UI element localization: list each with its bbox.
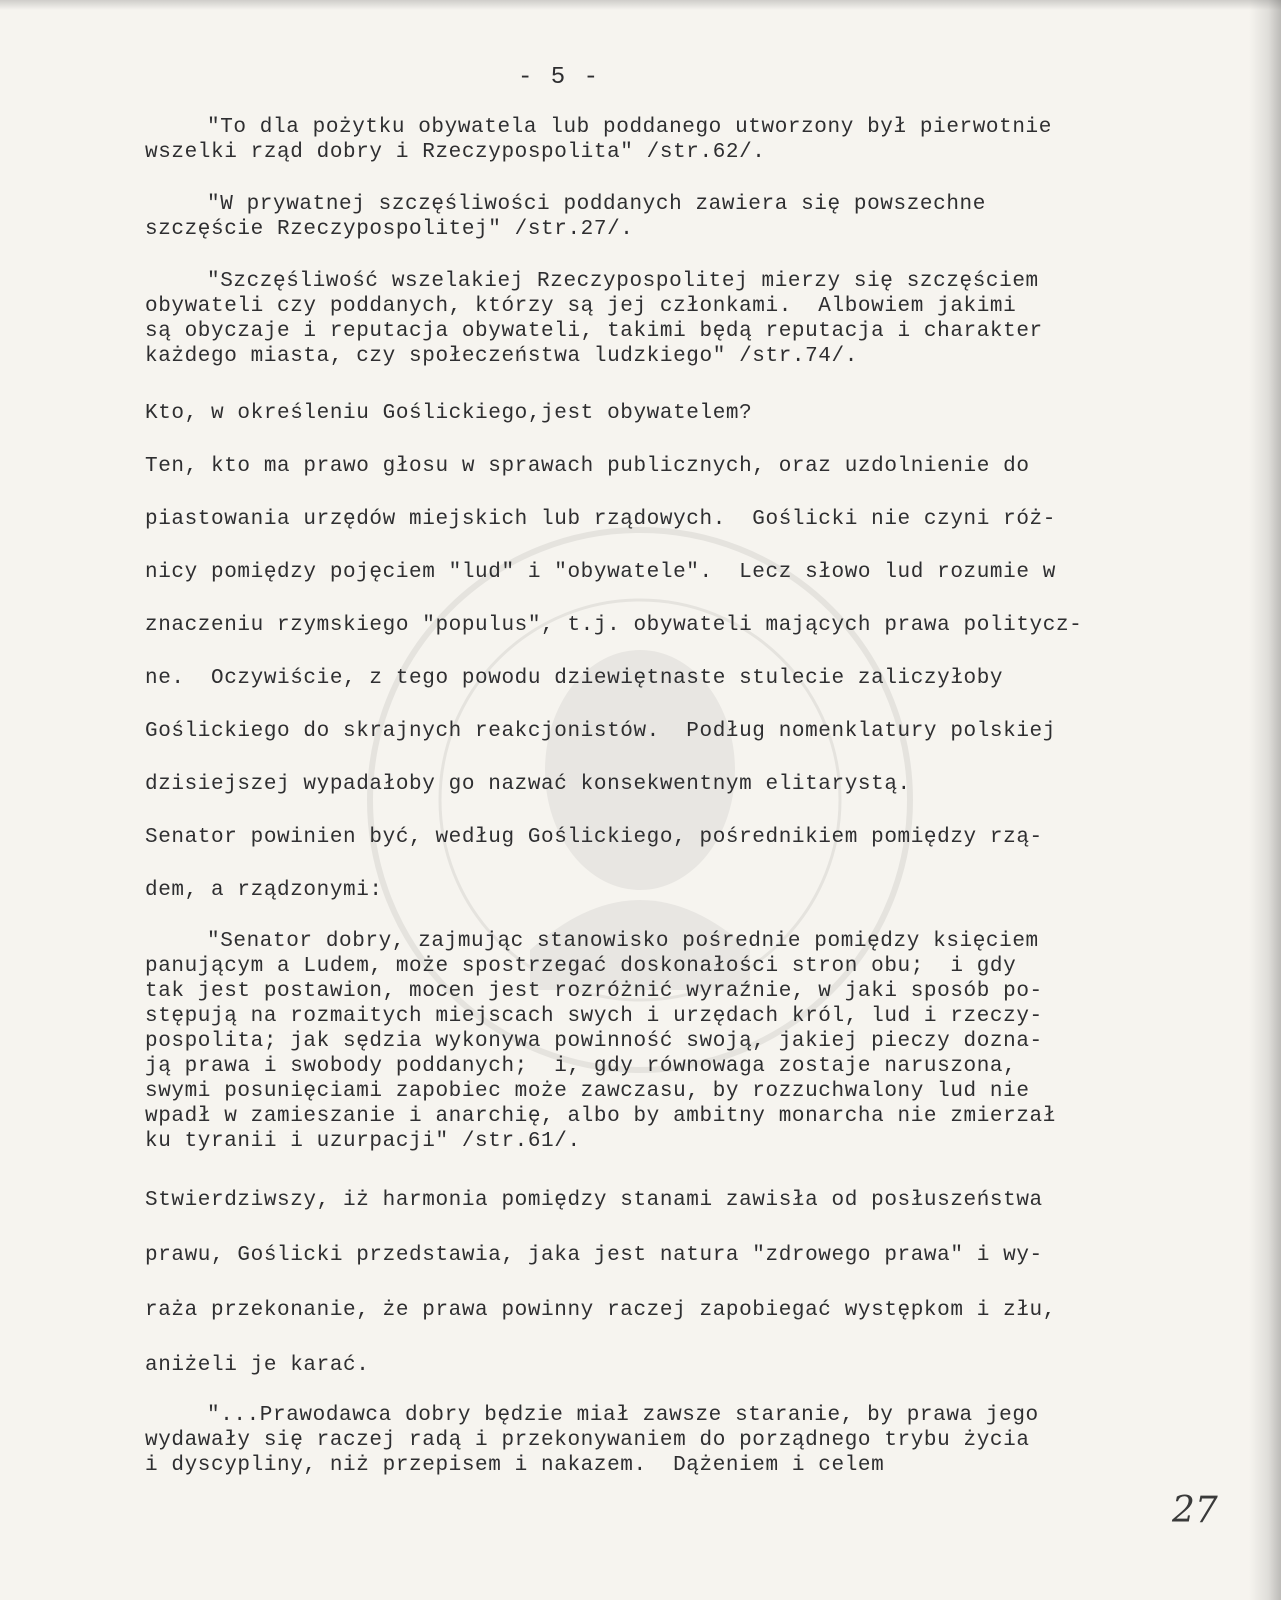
- quote-4-line-1: "Senator dobry, zajmując stanowisko pośrednie pomiędzy księciem: [207, 930, 1039, 953]
- quote-1-line-1: "To dla pożytku obywatela lub poddanego utworzony był pierwotnie: [207, 116, 1052, 139]
- paragraph-2-line-5: ne. Oczywiście, z tego powodu dziewiętnaste stulecie zaliczyłoby: [145, 667, 1004, 690]
- paragraph-4-line-1: Stwierdziwszy, iż harmonia pomiędzy stanami zawisła od posłuszeństwa: [145, 1189, 1043, 1212]
- paragraph-2-line-2: piastowania urzędów miejskich lub rządowych. Goślicki nie czyni róż-: [145, 508, 1056, 531]
- paragraph-4-line-4: aniżeli je karać.: [145, 1354, 370, 1377]
- paragraph-1-line-1: Kto, w określeniu Goślickiego,jest obywatelem?: [145, 402, 753, 425]
- paragraph-3-line-2: dem, a rządzonymi:: [145, 879, 383, 902]
- quote-4-line-6: ją prawa i swobody poddanych; i, gdy równowaga zostaje naruszona,: [145, 1055, 1017, 1078]
- paragraph-4-line-3: raża przekonanie, że prawa powinny raczej zapobiegać występkom i złu,: [145, 1299, 1056, 1322]
- paragraph-2-line-7: dzisiejszej wypadałoby go nazwać konsekwentnym elitarystą.: [145, 773, 911, 796]
- quote-3-line-2: obywateli czy poddanych, którzy są jej członkami. Albowiem jakimi: [145, 295, 1017, 318]
- paragraph-2-line-6: Goślickiego do skrajnych reakcjonistów. Podług nomenklatury polskiej: [145, 720, 1056, 743]
- quote-4-line-3: tak jest postawion, mocen jest rozróżnić wyraźnie, w jaki sposób po-: [145, 980, 1043, 1003]
- quote-1-line-2: wszelki rząd dobry i Rzeczypospolita" /str.62/.: [145, 141, 766, 164]
- scan-right-edge: [1249, 0, 1281, 1600]
- quote-4-line-5: pospolita; jak sędzia wykonywa powinność swoją, jakiej pieczy dozna-: [145, 1030, 1043, 1053]
- quote-3-line-1: "Szczęśliwość wszelakiej Rzeczypospolitej mierzy się szczęściem: [207, 270, 1039, 293]
- quote-3-line-3: są obyczaje i reputacja obywateli, takimi będą reputacja i charakter: [145, 320, 1043, 343]
- paragraph-3-line-1: Senator powinien być, według Goślickiego, pośrednikiem pomiędzy rzą-: [145, 826, 1043, 849]
- quote-2-line-1: "W prywatnej szczęśliwości poddanych zawiera się powszechne: [207, 193, 986, 216]
- handwritten-folio-number: 27: [1172, 1490, 1218, 1531]
- quote-3-line-4: każdego miasta, czy społeczeństwa ludzkiego" /str.74/.: [145, 345, 858, 368]
- scan-top-edge: [0, 0, 1281, 10]
- quote-4-line-4: stępują na rozmaitych miejscach swych i urzędach król, lud i rzeczy-: [145, 1005, 1043, 1028]
- quote-4-line-9: ku tyranii i uzurpacji" /str.61/.: [145, 1130, 581, 1153]
- quote-4-line-2: panującym a Ludem, może spostrzegać doskonałości stron obu; i gdy: [145, 955, 1017, 978]
- page-number: - 5 -: [518, 64, 601, 91]
- quote-4-line-8: wpadł w zamieszanie i anarchię, albo by ambitny monarcha nie zmierzał: [145, 1105, 1056, 1128]
- quote-5-line-2: wydawały się raczej radą i przekonywaniem do porządnego trybu życia: [145, 1429, 1030, 1452]
- paragraph-2-line-1: Ten, kto ma prawo głosu w sprawach publicznych, oraz uzdolnienie do: [145, 455, 1030, 478]
- quote-4-line-7: swymi posunięciami zapobiec może zawczasu, by rozzuchwalony lud nie: [145, 1080, 1030, 1103]
- paragraph-2-line-4: znaczeniu rzymskiego "populus", t.j. obywateli mających prawa politycz-: [145, 614, 1083, 637]
- paragraph-2-line-3: nicy pomiędzy pojęciem "lud" i "obywatele". Lecz słowo lud rozumie w: [145, 561, 1056, 584]
- quote-5-line-3: i dyscypliny, niż przepisem i nakazem. Dążeniem i celem: [145, 1454, 885, 1477]
- quote-5-line-1: "...Prawodawca dobry będzie miał zawsze staranie, by prawa jego: [207, 1404, 1039, 1427]
- paragraph-4-line-2: prawu, Goślicki przedstawia, jaka jest natura "zdrowego prawa" i wy-: [145, 1244, 1043, 1267]
- quote-2-line-2: szczęście Rzeczypospolitej" /str.27/.: [145, 218, 634, 241]
